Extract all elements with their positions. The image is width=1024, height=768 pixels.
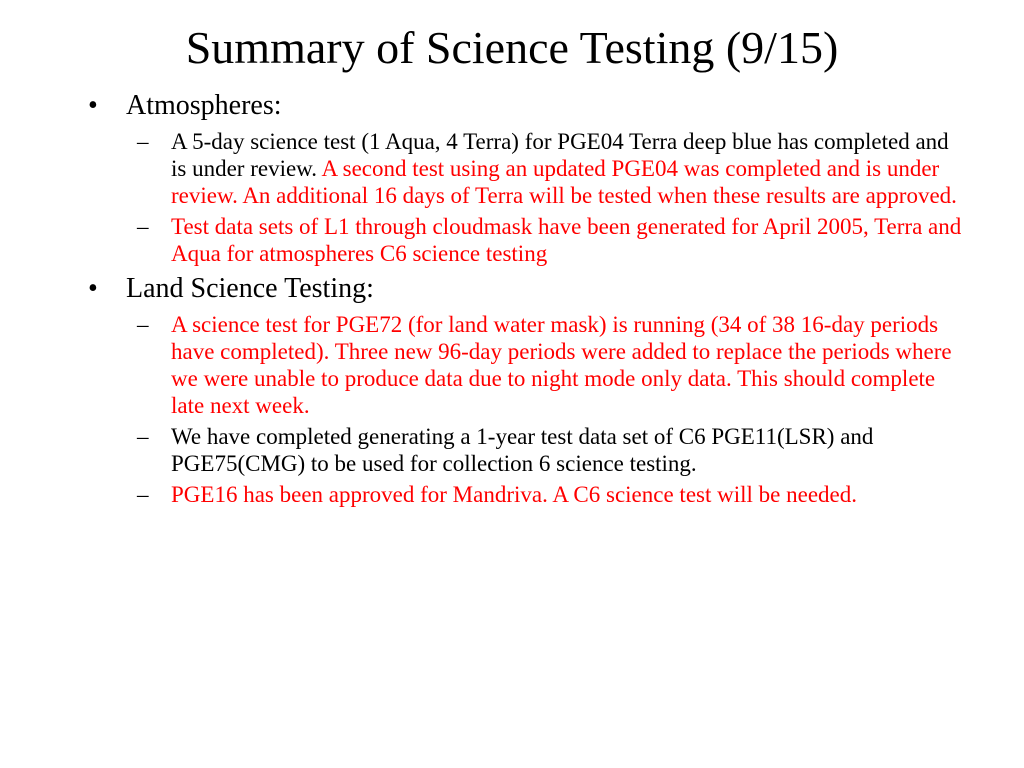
list-item <box>82 213 962 267</box>
bullet-land-science-testing <box>82 273 962 305</box>
list-item <box>82 311 962 419</box>
atmospheres-subitems <box>82 128 962 267</box>
slide-content <box>82 90 962 512</box>
land-subitems <box>82 311 962 508</box>
dash-icon: – <box>137 312 149 337</box>
section-atmospheres <box>82 90 962 267</box>
list-item <box>82 481 962 508</box>
dash-icon: – <box>137 214 149 239</box>
item-text-red: A science test for PGE72 (for land water mask) is running (34 of 38 16-day periods have completed). Three new 96-day periods were added to replace the periods where we were unable to produce data due to night mode only data. This should complete late next week. <box>171 312 952 418</box>
item-text-red: PGE16 has been approved for Mandriva. A C6 science test will be needed. <box>171 482 857 507</box>
list-item <box>82 128 962 209</box>
dash-icon: – <box>137 424 149 449</box>
section-heading: Atmospheres: <box>126 90 282 121</box>
item-text-red: A second test using an updated PGE04 was completed and is under review. An additional 16 days of Terra will be tested when these results are approved. <box>171 156 957 208</box>
list-item <box>82 423 962 477</box>
dash-icon: – <box>137 129 149 154</box>
item-text-black: A 5-day science test (1 Aqua, 4 Terra) for PGE04 Terra deep blue has completed and is under review. <box>171 129 949 181</box>
item-text-red: Test data sets of L1 through cloudmask have been generated for April 2005, Terra and Aqua for atmospheres C6 science testing <box>171 214 962 266</box>
slide-title: Summary of Science Testing (9/15) <box>185 22 839 73</box>
bullet-icon: • <box>88 273 98 304</box>
section-land-science-testing <box>82 273 962 508</box>
section-heading: Land Science Testing: <box>126 273 374 304</box>
bullet-icon: • <box>88 90 98 121</box>
dash-icon: – <box>137 482 149 507</box>
bullet-atmospheres <box>82 90 962 122</box>
item-text-black: We have completed generating a 1-year test data set of C6 PGE11(LSR) and PGE75(CMG) to be used for collection 6 science testing. <box>171 424 874 476</box>
